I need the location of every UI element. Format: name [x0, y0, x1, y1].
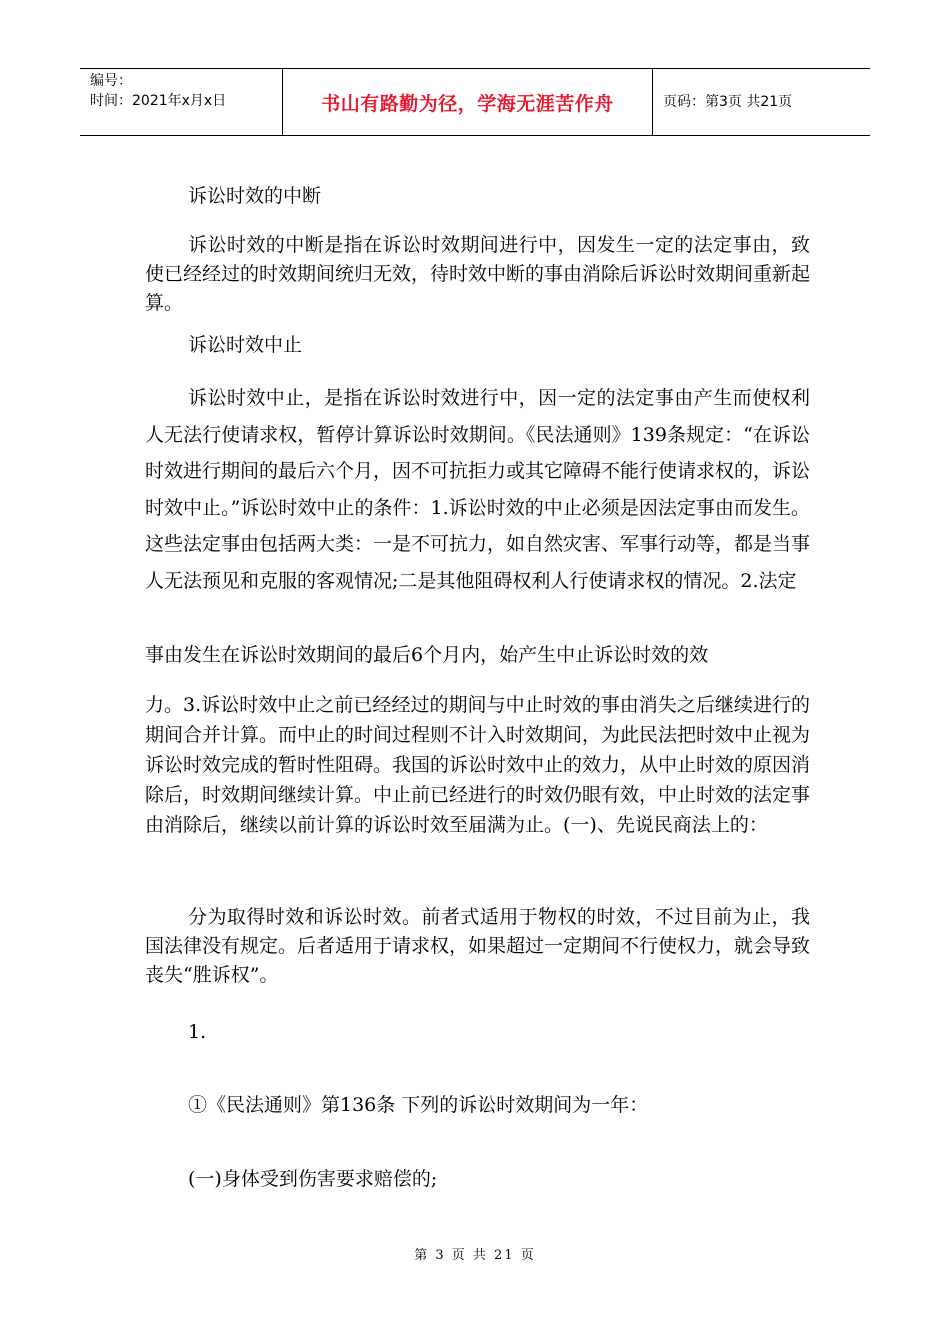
header-meta-cell — [80, 69, 283, 135]
heading-interruption: 诉讼时效的中断 — [188, 185, 322, 207]
header-motto: 书山有路勤为径，学海无涯苦作舟 — [321, 92, 614, 115]
paragraph-interruption: 诉讼时效的中断是指在诉讼时效期间进行中，因发生一定的法定事由，致使已经经过的时效期间统归无效，待时效中断的事由消除后诉讼时效期间重新起算。 — [145, 234, 811, 314]
header-motto-cell — [283, 69, 653, 135]
document-header — [80, 68, 870, 136]
clause-1: (一)身体受到伤害要求赔偿的; — [188, 1168, 438, 1190]
page-footer: 第 3 页 共 21 页 — [414, 1248, 536, 1263]
item-number: 1. — [188, 1021, 207, 1043]
document-number-label: 编号： — [90, 73, 132, 89]
paragraph-suspension-part-2: 事由发生在诉讼时效期间的最后6个月内，始产生中止诉讼时效的效 — [145, 644, 709, 666]
header-page-cell — [653, 69, 870, 135]
article-136: ①《民法通则》第136条 下列的诉讼时效期间为一年： — [188, 1094, 649, 1116]
paragraph-suspension-part-3: 力。3.诉讼时效中止之前已经经过的期间与中止时效的事由消失之后继续进行的期间合并计算。而中止的时间过程则不计入时效期间，为此民法把时效中止视为诉讼时效完成的暂时性阻碍。我国的诉讼时效中止的效力，从中止时效的原因消除后，时效期间继续计算。中止前已经进行的时效仍眼有效，中止时效的法定事由消除后，继续以前计算的诉讼时效至届满为止。(一)、先说民商法上的： — [145, 694, 811, 836]
paragraph-types: 分为取得时效和诉讼时效。前者式适用于物权的时效，不过目前为止，我国法律没有规定。后者适用于请求权，如果超过一定期间不行使权力，就会导致丧失“胜诉权”。 — [145, 906, 811, 986]
header-page-info: 页码：第3页 共21页 — [663, 94, 793, 110]
heading-suspension: 诉讼时效中止 — [188, 334, 303, 356]
document-date-label: 时间：2021年x月x日 — [90, 93, 227, 109]
paragraph-suspension-part-1: 诉讼时效中止，是指在诉讼时效进行中，因一定的法定事由产生而使权利人无法行使请求权，暂停计算诉讼时效期间。《民法通则》139条规定：“在诉讼时效进行期间的最后六个月，因不可抗拒力或其它障碍不能行使请求权的，诉讼时效中止。”诉讼时效中止的条件：1.诉讼时效的中止必须是因法定事由而发生。这些法定事由包括两大类：一是不可抗力，如自然灾害、军事行动等，都是当事人无法预见和克服的客观情况;二是其他阻碍权利人行使请求权的情况。2.法定 — [145, 387, 811, 592]
